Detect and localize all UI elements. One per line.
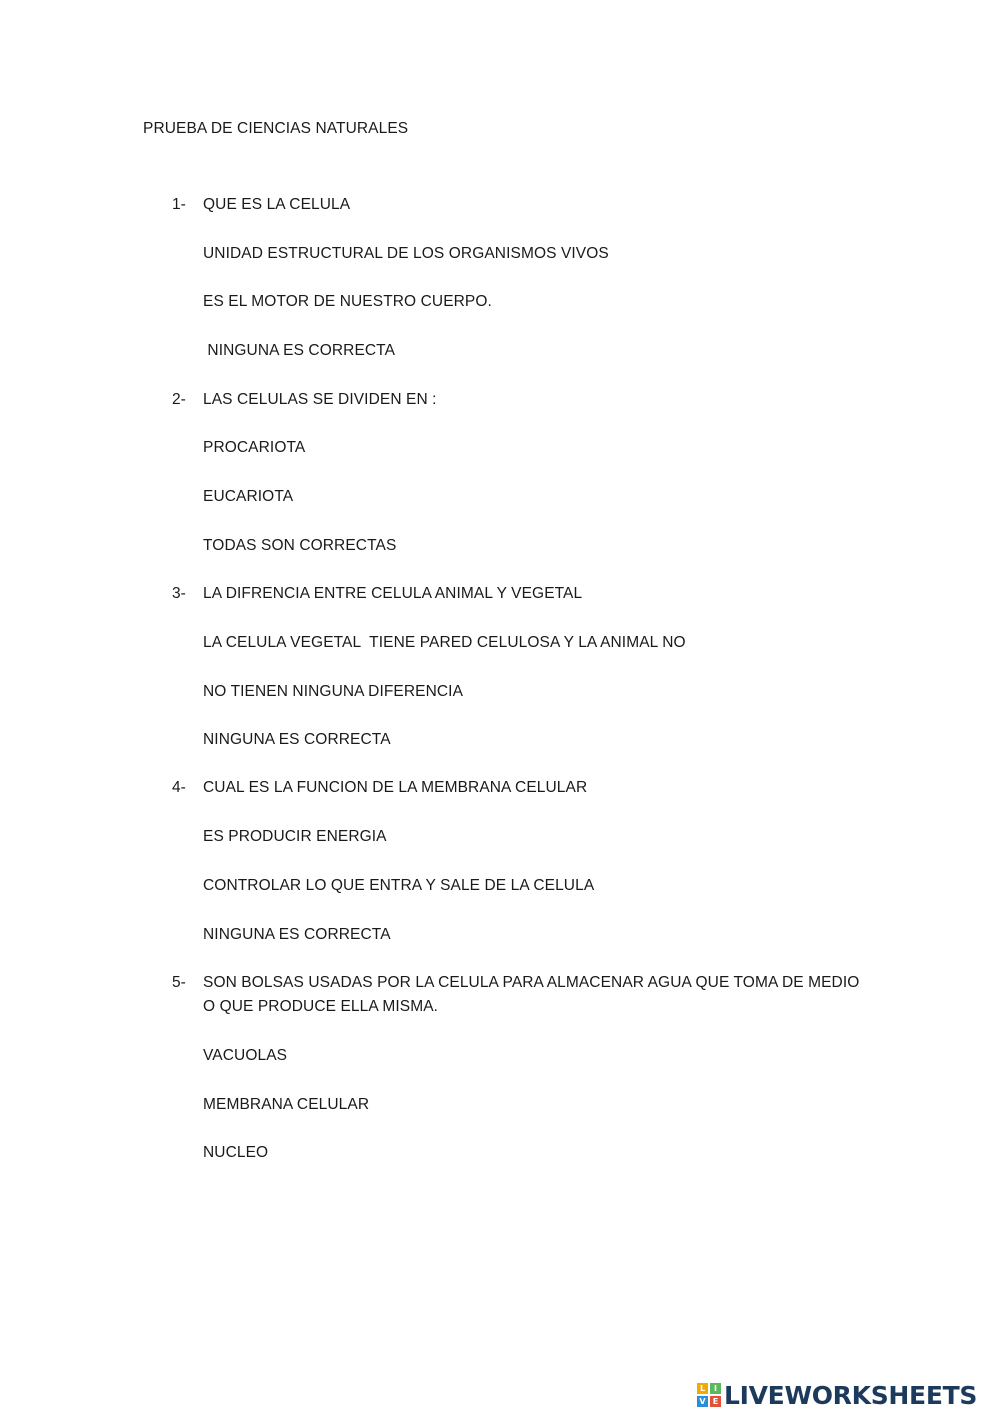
question-5-number: 5- [172,974,186,991]
question-5-option-c: NUCLEO [203,1144,269,1161]
question-1-option-a: UNIDAD ESTRUCTURAL DE LOS ORGANISMOS VIVOS [203,245,609,262]
question-4-option-c: NINGUNA ES CORRECTA [203,926,391,943]
page-title: PRUEBA DE CIENCIAS NATURALES [143,120,409,137]
question-1-text: QUE ES LA CELULA [203,196,351,213]
question-5-text-line-2: O QUE PRODUCE ELLA MISMA. [203,998,439,1015]
logo-square-e: E [710,1396,721,1407]
question-3-option-a: LA CELULA VEGETAL TIENE PARED CELULOSA Y LA ANIMAL NO [203,634,686,651]
question-2-option-b: EUCARIOTA [203,488,294,505]
question-5-text-line-1: SON BOLSAS USADAS POR LA CELULA PARA ALMACENAR AGUA QUE TOMA DE MEDIO [203,974,860,991]
logo-square-i: I [710,1383,721,1394]
question-4-text: CUAL ES LA FUNCION DE LA MEMBRANA CELULAR [203,779,588,796]
logo-square-v: V [697,1396,708,1407]
logo-text: LIVEWORKSHEETS [724,1380,978,1410]
question-2-option-a: PROCARIOTA [203,439,306,456]
question-5-option-b: MEMBRANA CELULAR [203,1096,370,1113]
question-4-number: 4- [172,779,186,796]
question-2-number: 2- [172,391,186,408]
question-1-option-c: NINGUNA ES CORRECTA [203,342,396,359]
logo-squares-icon [697,1383,721,1407]
liveworksheets-logo [697,1378,977,1412]
question-1-option-b: ES EL MOTOR DE NUESTRO CUERPO. [203,293,492,310]
question-3-option-c: NINGUNA ES CORRECTA [203,731,391,748]
question-3-number: 3- [172,585,186,602]
question-3-option-b: NO TIENEN NINGUNA DIFERENCIA [203,683,464,700]
question-1-number: 1- [172,196,186,213]
logo-square-l: L [697,1383,708,1394]
question-2-text: LAS CELULAS SE DIVIDEN EN : [203,391,437,408]
question-4-option-b: CONTROLAR LO QUE ENTRA Y SALE DE LA CELULA [203,877,595,894]
question-5-option-a: VACUOLAS [203,1047,288,1064]
question-3-text: LA DIFRENCIA ENTRE CELULA ANIMAL Y VEGETAL [203,585,583,602]
question-2-option-c: TODAS SON CORRECTAS [203,537,397,554]
question-4-option-a: ES PRODUCIR ENERGIA [203,828,387,845]
